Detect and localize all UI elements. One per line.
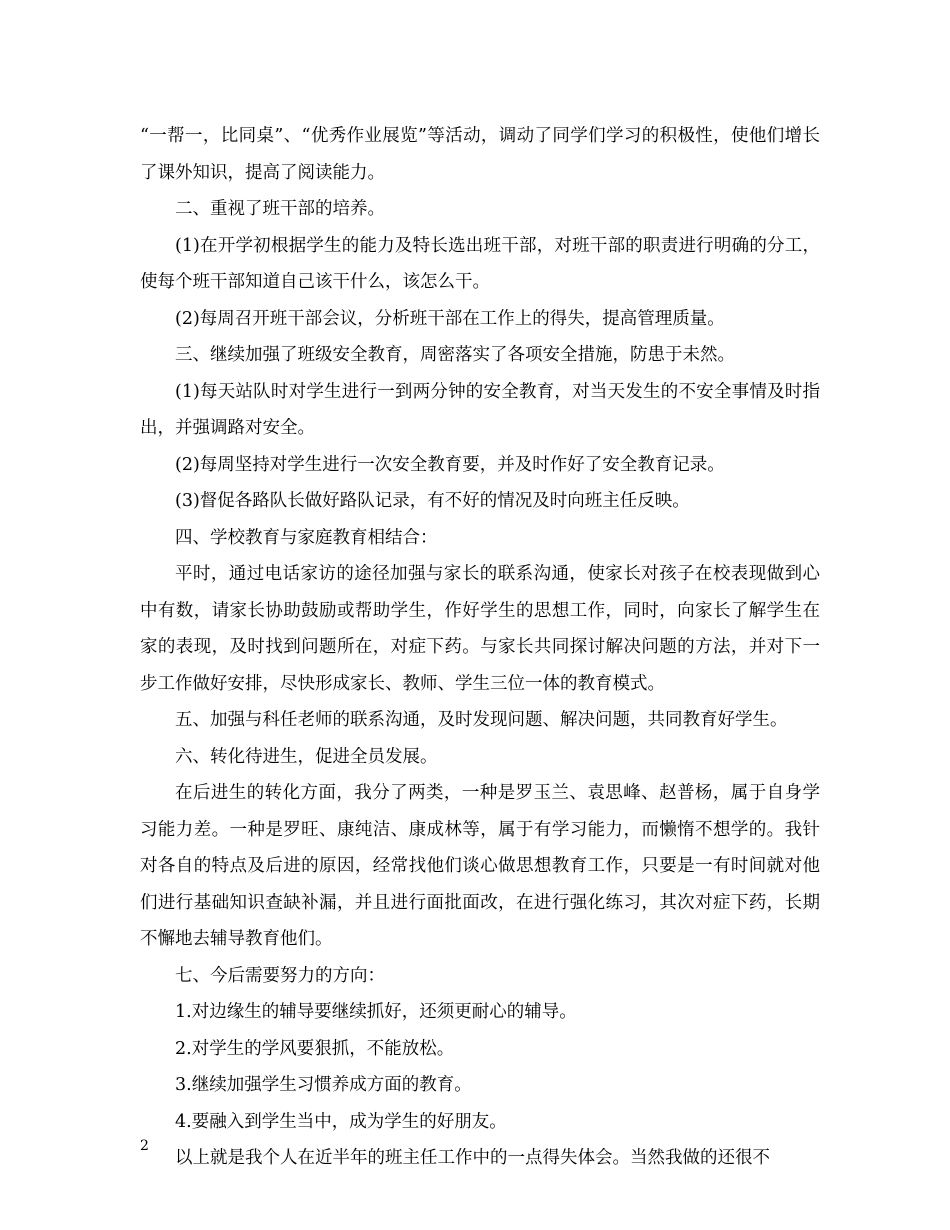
paragraph: (1)在开学初根据学生的能力及特长选出班干部，对班干部的职责进行明确的分工，使每个班干部知道自己该干什么，该怎么干。	[140, 235, 820, 292]
paragraph: 在后进生的转化方面，我分了两类，一种是罗玉兰、袁思峰、赵普杨，属于自身学习能力差。一种是罗旺、康纯洁、康成林等，属于有学习能力，而懒惰不想学的。我针对各自的特点及后进的原因，经常找他们谈心做思想教育工作，只要是一有时间就对他们进行基础知识查缺补漏，并且进行面批面改，在进行强化练习，其次对症下药，长期不懈地去辅导教育他们。	[140, 783, 820, 949]
paragraph: (2)每周坚持对学生进行一次安全教育要，并及时作好了安全教育记录。	[175, 454, 725, 475]
paragraph: (3)督促各路队长做好路队记录，有不好的情况及时向班主任反映。	[175, 491, 690, 511]
paragraph: “一帮一，比同桌”、“优秀作业展览”等活动，调动了同学们学习的积极性，使他们增长了课外知识，提高了阅读能力。	[140, 126, 820, 183]
paragraph: 3.继续加强学生习惯养成方面的教育。	[175, 1075, 472, 1095]
paragraph: 4.要融入到学生当中，成为学生的好朋友。	[175, 1111, 507, 1132]
page-number: 2	[140, 1138, 149, 1154]
paragraph: 六、转化待进生，促进全员发展。	[175, 746, 438, 767]
paragraph: 五、加强与科任老师的联系沟通，及时发现问题、解决问题，共同教育好学生。	[175, 710, 788, 730]
paragraph: 二、重视了班干部的培养。	[175, 199, 385, 219]
paragraph: 平时，通过电话家访的途径加强与家长的联系沟通，使家长对孩子在校表现做到心中有数，请家长协助鼓励或帮助学生，作好学生的思想工作，同时，向家长了解学生在家的表现，及时找到问题所在，对症下药。与家长共同探讨解决问题的方法，并对下一步工作做好安排，尽快形成家长、教师、学生三位一体的教育模式。	[140, 564, 820, 694]
paragraph: 以上就是我个人在近半年的班主任工作中的一点得失体会。当然我做的还很不	[175, 1148, 770, 1168]
paragraph: 三、继续加强了班级安全教育，周密落实了各项安全措施，防患于未然。	[175, 345, 735, 365]
paragraph: (1)每天站队时对学生进行一到两分钟的安全教育，对当天发生的不安全事情及时指出，并强调路对安全。	[140, 381, 820, 438]
paragraph: (2)每周召开班干部会议，分析班干部在工作上的得失，提高管理质量。	[175, 308, 725, 329]
paragraph: 七、今后需要努力的方向：	[175, 965, 385, 986]
document-body	[140, 118, 820, 1177]
paragraph: 2.对学生的学风要狠抓，不能放松。	[175, 1038, 455, 1059]
paragraph: 四、学校教育与家庭教育相结合：	[175, 527, 438, 548]
paragraph: 1.对边缘生的辅导要继续抓好，还须更耐心的辅导。	[175, 1002, 577, 1022]
